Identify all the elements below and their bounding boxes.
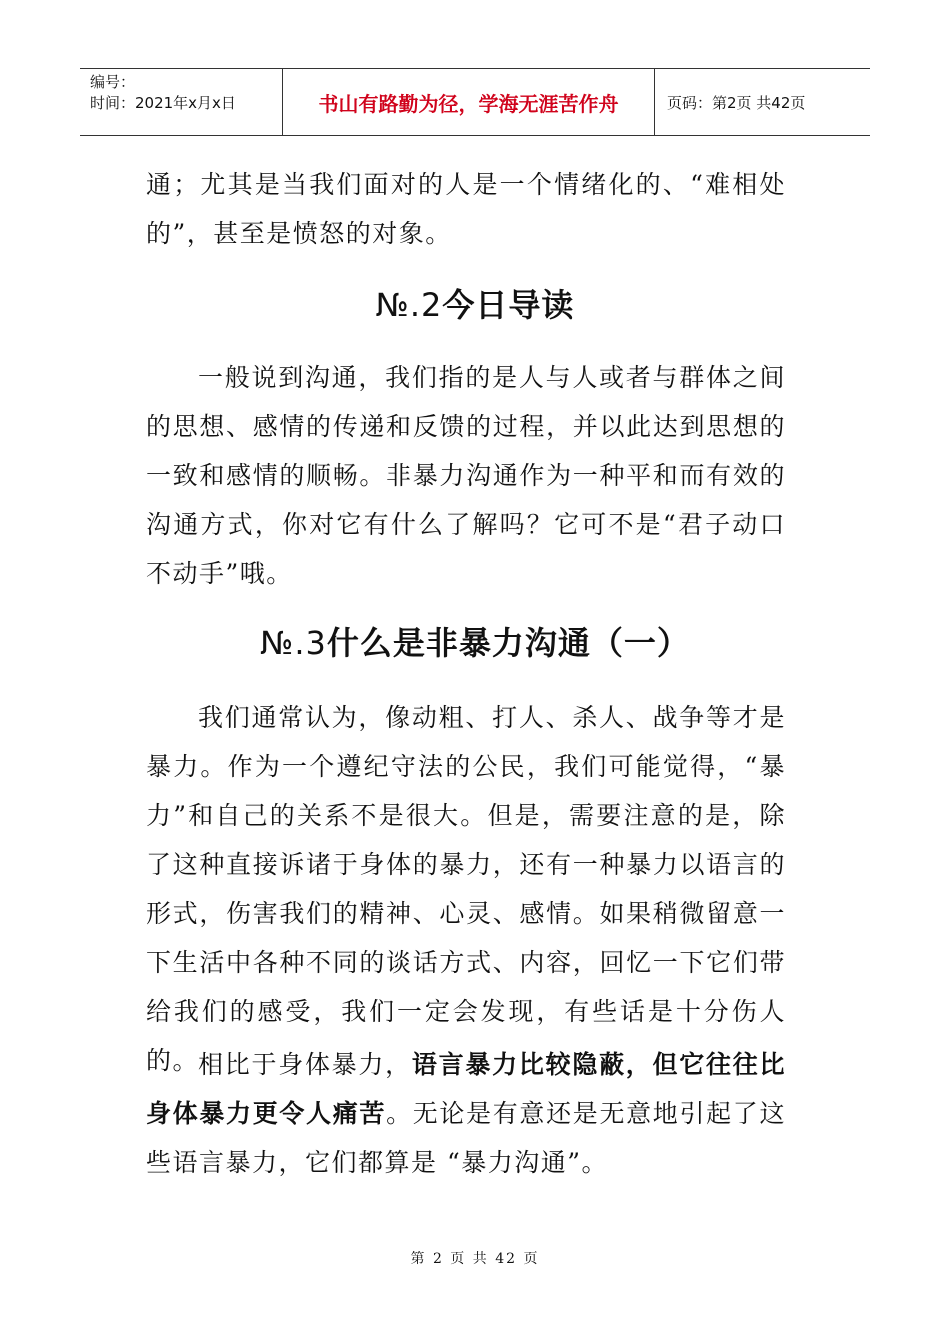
section-heading-3 (80, 618, 870, 664)
page-header (80, 68, 870, 136)
paragraph-violence: 我们通常认为，像动粗、打人、杀人、战争等才是暴力。作为一个遵纪守法的公民，我们可能觉得，“暴力”和自己的关系不是很大。但是，需要注意的是，除了这种直接诉诸于身体的暴力，还有一种暴力以语言的形式，伤害我们的精神、心灵、感情。如果稍微留意一下生活中各种不同的谈话方式、内容，回忆一下它们带给我们的感受，我们一定会发现，有些话是十分伤人的。 (146, 703, 786, 1075)
section-heading-2 (80, 280, 870, 326)
section-title: 什么是非暴力沟通（一） (326, 624, 690, 662)
doc-number-label: 编号： (90, 73, 136, 91)
paragraph-continued: 通；尤其是当我们面对的人是一个情绪化的、“难相处的”，甚至是愤怒的对象。 (146, 170, 786, 248)
paragraph-text: 。无论是有意还是无意地引起了这些语言暴力，它们都算是 “暴力沟通”。 (146, 1099, 786, 1177)
paragraph-comparison (146, 1040, 786, 1187)
header-motto: 书山有路勤为径，学海无涯苦作舟 (283, 69, 655, 135)
header-page-label: 页码：第2页 共42页 (667, 93, 806, 112)
emphasis-text: 语言暴力比较隐蔽，但它往往比身体暴力更令人痛苦 (146, 1050, 786, 1128)
doc-date-label: 时间：2021年x月x日 (90, 94, 236, 112)
section-number: №.3 (260, 624, 327, 662)
page-footer: 第 2 页 共 42 页 (410, 1251, 540, 1267)
paragraph-intro: 一般说到沟通，我们指的是人与人或者与群体之间的思想、感情的传递和反馈的过程，并以此达到思想的一致和感情的顺畅。非暴力沟通作为一种平和而有效的沟通方式，你对它有什么了解吗？它可不是“君子动口不动手”哦。 (146, 363, 786, 588)
section-number: №.2 (375, 286, 443, 324)
section-title: 今日导读 (442, 286, 575, 324)
paragraph-text: 相比于身体暴力， (198, 1050, 412, 1079)
header-meta (80, 69, 283, 135)
